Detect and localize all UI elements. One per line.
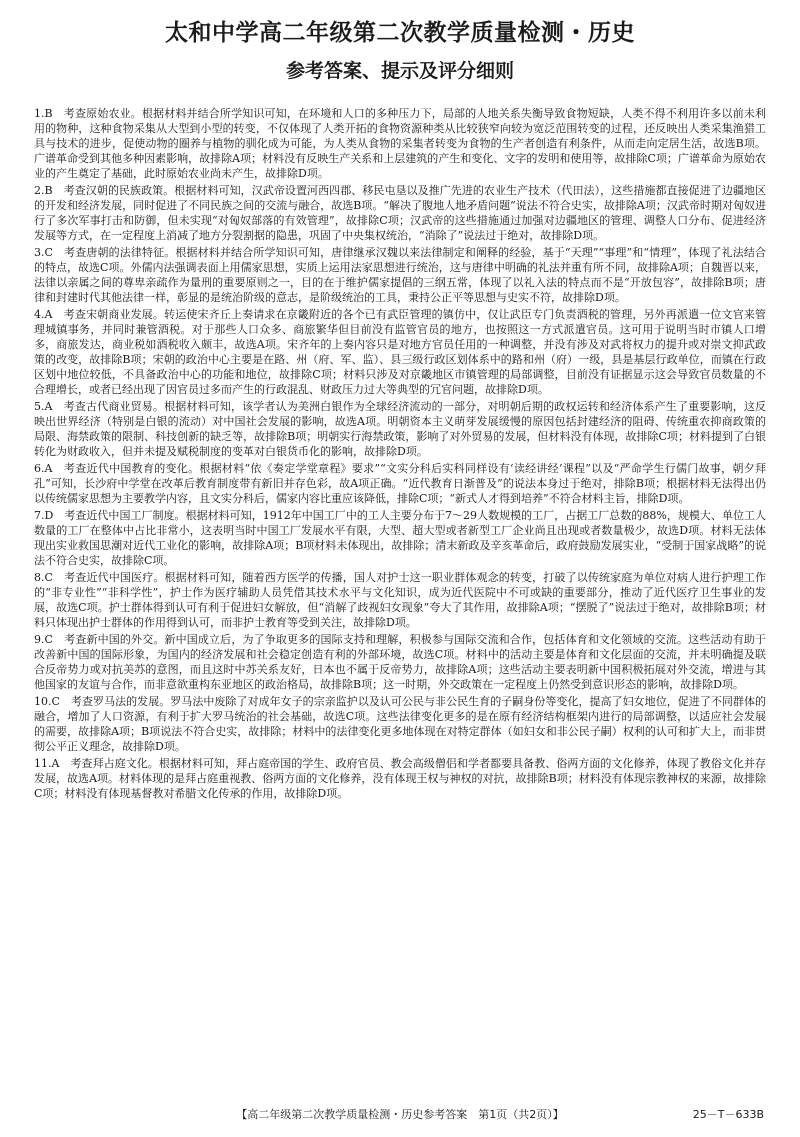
answer-text: 4.A 考查宋朝商业发展。转运使宋齐丘上奏请求在京畿附近的各个已有武臣管理的镇仿中，仅让武臣专门负责酒税的管理，另外再派遣一位文官来管理城镇事务，并同时兼管酒税。对于那些人口众多、商旅繁华但目前没有监管官员的地方，也按照这一方式派遣官员。这可用于说明当时市镇人口增多，商旅发达，商业税如酒税收入颇丰，故选A项。宋齐年的上奏内容只是对地方官员任用的一种调整，并没有涉及对武将权力的提升或对崇文抑武政策的改变，故排除B项；宋朝的政治中心主要是在路、州（府、军、监）、县三级行政区划体系中的路和州（府）一级，县是基层行政单位，而镇在行政区划中地位较低，不具备政治中心的功能和地位，故排除C项；材料只涉及对京畿地区市镇管理的局部调整，目前没有证据显示这会导致官员数量的不合理增长，或者已经出现了因官员过多而产生的行政混乱、财政压力过大等典型的冗官问题，故排除D项。 <box>34 308 766 397</box>
footer-doc-code: 25－T－633B <box>692 1108 764 1121</box>
answer-item-5 <box>34 399 766 459</box>
answer-text: 6.A 考查近代中国教育的变化。根据材料“依《奏定学堂章程》要求”“文实分科后实科同样设有‘读经讲经’课程”以及“严命学生行儒门故事，朝夕拜孔”可知，长沙府中学堂在改革后教育制度带有新旧并存色彩，故A项正确。“近代教育日渐普及”的说法本身过于绝对，排除B项；根据材料无法得出仍以传统儒家思想为主要教学内容，且文实分科后，儒家内容比重应该降低，排除C项；“新式人才得到培养”不符合材料主旨，排除D项。 <box>34 462 766 506</box>
answer-text: 5.A 考查古代商业贸易。根据材料可知，该学者认为美洲白银作为全球经济流动的一部分，对明朝后期的政权运转和经济体系产生了重要影响，这反映出世界经济（特别是白银的流动）对中国社会发展的影响，故选A项。明朝资本主义萌芽发展缓慢的原因包括封建经济的阻碍、传统重农抑商政策的局限、海禁政策的限制、科技创新的缺乏等，故排除B项；明朝实行海禁政策，影响了对外贸易的发展，但材料没有体现，故排除C项；材料提到了白银转化为财政收入，但并未提及赋税制度的变革对白银货币化的影响，故排除D项。 <box>34 400 766 459</box>
answer-item-8 <box>34 570 766 630</box>
page-subtitle: 参考答案、提示及评分细则 <box>285 60 514 82</box>
footer-page-info: 【高二年级第二次教学质量检测・历史参考答案 第1页（共2页）】 <box>236 1108 564 1121</box>
answer-item-1 <box>34 106 766 181</box>
answer-text: 8.C 考查近代中国医疗。根据材料可知，随着西方医学的传播，国人对护士这一职业群体观念的转变，打破了以传统家庭为单位对病人进行护理工作的“非专业性”“非科学性”，护士作为医疗辅助人员凭借其技术水平与文化知识，成为近代医院中不可或缺的重要部分，推动了近代医疗卫生事业的发展，故选C项。护士群体得到认可有利于促进妇女解放，但“消解了歧视妇女现象”夸大了其作用，故排除A项；“摆脱了”说法过于绝对，故排除B项；材料只体现出护士群体的作用得到认可，而非护士教育等受到关注，故排除D项。 <box>34 570 766 630</box>
answer-item-7 <box>34 508 766 568</box>
answer-text: 2.B 考查汉朝的民族政策。根据材料可知，汉武帝设置河西四郡、移民屯垦以及推广先进的农业生产技术（代田法），这些措施都直接促进了边疆地区的开发和经济发展，同时促进了不同民族之间的交流与融合，故选B项。“解决了腹地人地矛盾问题”说法不符合史实，故排除A项；汉武帝时期对匈奴进行了多次军事打击和防御，但未实现“对匈奴部落的有效管理”，故排除C项；汉武帝的这些措施通过加强对边疆地区的管理、调整人口分布、促进经济发展等方式，在一定程度上消减了地方分裂割据的隐患，巩固了中央集权统治，“消除了”说法过于绝对，故排除D项。 <box>34 184 766 243</box>
answer-item-11 <box>34 756 766 801</box>
answer-text: 1.B 考查原始农业。根据材料并结合所学知识可知，在环境和人口的多种压力下，局部的人地关系失衡导致食物短缺，人类不得不利用许多以前未利用的物种，这种食物采集从大型到小型的转变，不仅体现了人类开拓的食物资源种类从比较狭窄向较为宽泛范围转变的过程，还反映出人类采集渔猎工具与技术的进步，促使动物的圈养与植物的驯化成为可能，为人类从食物的采集者转变为食物的生产者创造有利条件，从而走向定居生活，故选B项。广谱革命受到其他多种因素影响，故排除A项；材料没有反映生产关系和上层建筑的产生和变化、文字的发明和使用等，故排除C项；广谱革命为原始农业的产生奠定了基础，此时原始农业尚未产生，故排除D项。 <box>34 107 766 181</box>
answer-item-9 <box>34 632 766 692</box>
answer-item-10 <box>34 694 766 754</box>
answer-text: 11.A 考查拜占庭文化。根据材料可知，拜占庭帝国的学生、政府官员、教会高级僧侣和学者都要具备教、俗两方面的文化修养，体现了教俗文化并存发展，故选A项。材料体现的是拜占庭重视教、俗两方面的文化修养，没有体现王权与神权的对抗，故排除B项；材料没有体现宗教神权的来源，故排除C项；材料没有体现基督教对希腊文化传承的作用，故排除D项。 <box>34 756 766 801</box>
answer-text: 9.C 考查新中国的外交。新中国成立后，为了争取更多的国际支持和理解，积极参与国际交流和合作，包括体育和文化领域的交流。这些活动有助于改善新中国的国际形象，为国内的经济发展和社会稳定创造有利的外部环境，故选C项。材料中的活动主要是体育和文化层面的交流，并未明确提及联合反帝势力或对抗美苏的意图，而且这时中苏关系友好，日本也不属于反帝势力，故排除A项；这些活动主要表明新中国积极拓展对外交流，增进与其他国家的友谊与合作，而非意欲重构东亚地区的政治格局，故排除B项；这一时期，外交政策在一定程度上仍然受到意识形态的影响，故排除D项。 <box>34 632 766 692</box>
page-footer <box>0 1107 800 1123</box>
answer-item-3 <box>34 245 766 305</box>
answer-text: 3.C 考查唐朝的法律特征。根据材料并结合所学知识可知，唐律继承汉魏以来法律制定和阐释的经验，基于“天理”“事理”和“情理”，体现了礼法结合的特点，故选C项。外儒内法强调表面上用儒家思想，实质上运用法家思想进行统治，这与唐律中明确的礼法并重有所不同，故排除A项；自魏晋以来，法律以亲属之间的尊卑亲疏作为量刑的重要原则之一，目的在于维护儒家提倡的三纲五常，体现了以礼入法的特点而不是“开放包容”，故排除B项；唐律和封建时代其他法律一样，彰显的是统治阶级的意志，是阶级统治的工具，秉持公正平等思想与史实不符，故排除D项。 <box>34 246 766 305</box>
answer-item-2 <box>34 183 766 243</box>
answer-item-6 <box>34 461 766 506</box>
page-title: 太和中学高二年级第二次教学质量检测・历史 <box>165 20 635 46</box>
answer-list <box>34 106 766 801</box>
answer-text: 10.C 考查罗马法的发展。罗马法中废除了对成年女子的宗亲监护以及认可公民与非公民生育的子嗣身份等变化，提高了妇女地位，促进了不同群体的融合，增加了人口资源，有利于扩大罗马统治的社会基础，故选C项。这些法律变化更多的是在原有经济结构框架内进行的局部调整，以适应社会发展的需要，故排除A项；B项说法不符合史实，故排除；材料中的法律变化更多地体现在对特定群体（如妇女和非公民子嗣）权利的认可和扩大上，而非贯彻公平正义理念，故排除D项。 <box>34 694 766 754</box>
answer-item-4 <box>34 307 766 398</box>
answer-text: 7.D 考查近代中国工厂制度。根据材料可知，1912年中国工厂中的工人主要分布于7～29人数规模的工厂，占据工厂总数的88%，规模大、单位工人数量的工厂在整体中占比非常小，这表明当时中国工厂发展水平有限，大型、超大型或者新型工厂企业尚且出现或者数量极少，故选D项。材料无法体现出实业救国思潮对近代工业化的影响，故排除A项；B项材料未体现出，故排除；清末新政及辛亥革命后，政府鼓励发展实业，“受制于国家战略”的说法不符合史实，故排除C项。 <box>34 509 766 568</box>
